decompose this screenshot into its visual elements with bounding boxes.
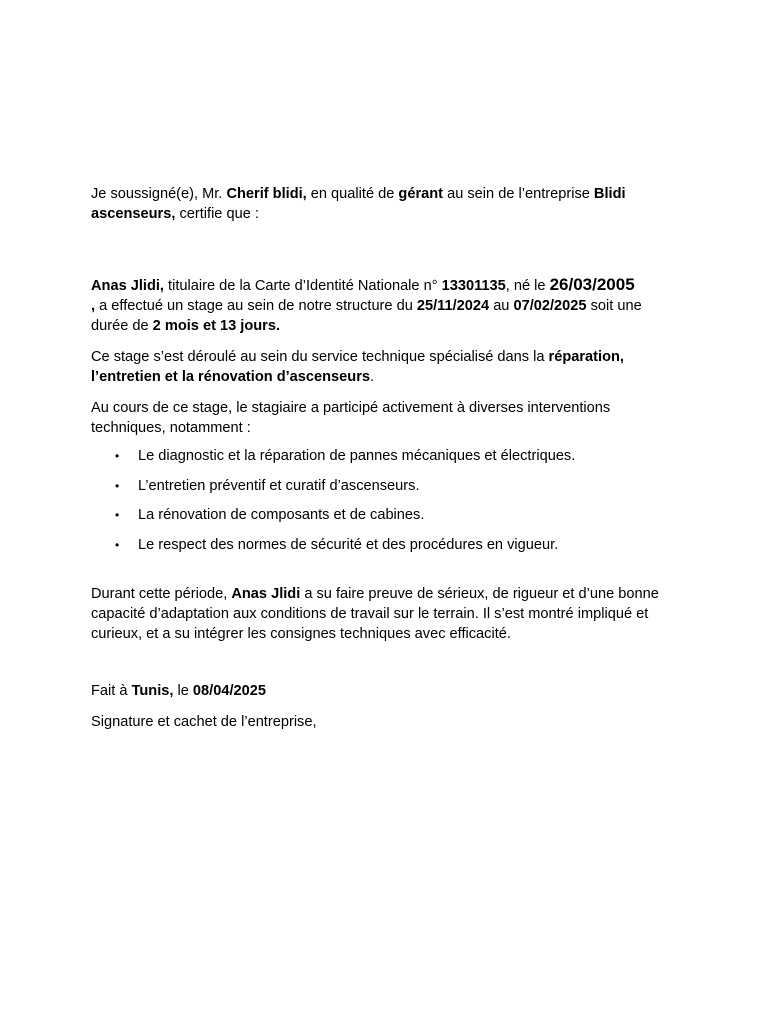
signature-line: Signature et cachet de l’entreprise, (91, 713, 317, 730)
fait-text-2: le (173, 682, 193, 699)
identity-text-3: a effectué un stage au sein de notre structure du (95, 298, 417, 314)
bullet-icon: • (115, 537, 120, 552)
manager-role: gérant (398, 186, 444, 202)
fait-text-1: Fait à (91, 682, 132, 699)
attestation-document (91, 184, 681, 732)
internship-start-date: 25/11/2024 (416, 298, 490, 314)
activities-list (91, 446, 681, 555)
list-item-text: La rénovation de composants et de cabines. (138, 507, 425, 523)
cin-number: 13301135 (441, 278, 506, 294)
evaluation-paragraph (91, 584, 681, 644)
service-text-2: . (370, 369, 375, 385)
evaluation-text-2: a su faire preuve de sérieux, de rigueur et d’une bonne capacité d’adaptation aux conditions de travail sur le terrain. Il s’est montré impliqué et curieux, et a su intégrer les consignes techniques avec efficacité. (91, 585, 659, 642)
identity-paragraph (91, 275, 681, 336)
student-name: Anas Jlidi, (91, 278, 164, 294)
list-item (91, 505, 681, 525)
evaluation-text-1: Durant cette période, (91, 585, 232, 602)
list-item (91, 476, 681, 496)
list-item-text: Le respect des normes de sécurité et des procédures en vigueur. (138, 536, 559, 553)
list-item (91, 446, 681, 466)
intro-text-4: certifie que : (175, 206, 259, 222)
manager-name: Cherif blidi, (226, 186, 307, 202)
identity-text-1: titulaire de la Carte d’Identité Nationale n° (164, 278, 442, 294)
identity-text-4: au (489, 298, 514, 314)
internship-duration: 2 mois et 13 jours. (152, 318, 281, 334)
intro-text-1: Je soussigné(e), Mr. (91, 186, 227, 202)
service-domain: réparation, l’entretien et la rénovation d’ascenseurs (91, 349, 624, 385)
list-item-text: Le diagnostic et la réparation de pannes mécaniques et électriques. (138, 448, 576, 464)
bullet-icon: • (115, 508, 120, 522)
issue-city: Tunis, (131, 682, 174, 699)
intro-paragraph (91, 184, 681, 224)
birth-date: 26/03/2005 (549, 275, 635, 294)
intro-text-2: en qualité de (306, 186, 399, 202)
list-item-text: L’entretien préventif et curatif d’ascenseurs. (138, 477, 420, 494)
list-item (91, 535, 681, 555)
internship-end-date: 07/02/2025 (513, 298, 587, 314)
identity-text-3-comma: , (91, 298, 96, 314)
intro-text-3: au sein de l’entreprise (443, 186, 594, 202)
activities-intro-paragraph: Au cours de ce stage, le stagiaire a participé activement à diverses interventions techniques, notamment : (91, 400, 611, 436)
bullet-icon: • (115, 478, 120, 493)
issue-date: 08/04/2025 (192, 682, 266, 699)
place-date-line (91, 681, 681, 701)
identity-text-5: soit une durée de (91, 298, 642, 334)
company-name: Blidi ascenseurs, (91, 186, 626, 222)
service-paragraph (91, 347, 681, 387)
identity-text-2: , né le (505, 278, 550, 294)
evaluation-student-name: Anas Jlidi (231, 585, 301, 602)
bullet-icon: • (115, 449, 120, 463)
service-text-1: Ce stage s’est déroulé au sein du service technique spécialisé dans la (91, 349, 549, 365)
